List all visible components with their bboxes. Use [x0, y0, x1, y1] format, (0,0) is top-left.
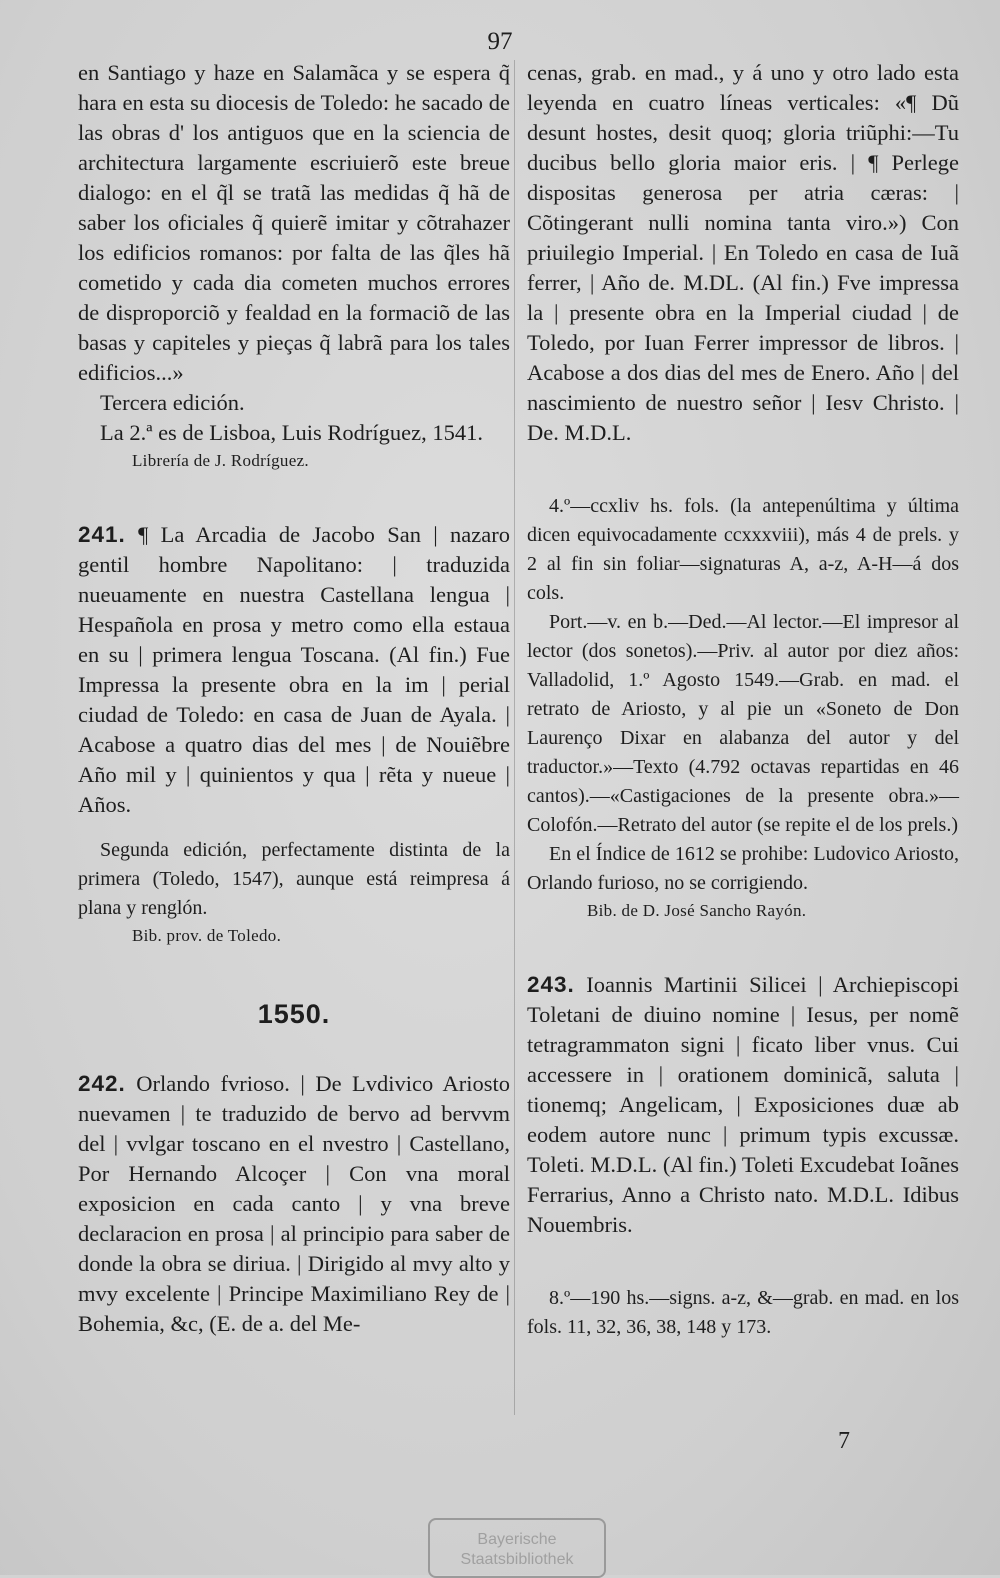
left-column	[78, 58, 510, 1339]
entry-text: Orlando fvrioso. | De Lvdivico Ariosto nuevamen | te traduzido de bervo ad bervvm del | vvlgar toscano en el nvestro | Castellano, Por Hernando Alcoçer | Con vna moral exposicion en cada canto | y vna breve declaracion en prosa | al principio para saber de donde la obra se diriua. | Dirigido al mvy alto y mvy excelente | Principe Maximiliano Rey de | Bohemia, &c, (E. de a. del Me-	[78, 1071, 511, 1336]
entry-number: 241.	[78, 522, 126, 547]
library-source: Bib. de D. José Sancho Rayón.	[587, 901, 807, 920]
collation-note: 4.º—ccxliv hs. fols. (la antepenúltima y última dicen equivocadamente ccxxxviii), más 4 de prels. y 2 al fin sin foliar—signaturas A, a-z, A-H—á dos cols.	[527, 495, 959, 604]
library-source: Librería de J. Rodríguez.	[132, 451, 309, 470]
entry-number: 242.	[78, 1071, 126, 1096]
entry-number: 243.	[527, 972, 575, 997]
edition-note: Tercera edición.	[100, 390, 245, 415]
entry-text: Ioannis Martinii Silicei | Archiepiscopi Toletani de diuino nomine | Iesus, per nomẽ tetragrammaton signi | ficato liber vnus. Cui accessere in | orationem dominicã, saluta | tionemq; Angelicam, | Exposiciones duæ ab eodem autore nunc | primum typis excussæ. Toleti. M.D.L. (Al fin.) Toleti Excudebat Ioãnes Ferrarius, Anno a Christo nato. M.D.L. Idibus Nouembris.	[527, 972, 959, 1237]
year-heading: 1550.	[257, 999, 331, 1029]
folio-signature: 7	[838, 1428, 850, 1454]
entry-text: ¶ La Arcadia de Jacobo San | nazaro gentil hombre Napolitano: | traduzida nueuamente en nuestra Castellana lengua | Hespañola en prosa y metro como ella estaua en su | primera lengua Toscana. (Al fin.) Fue Impressa la presente obra en la im | perial ciudad de Toledo: en casa de Juan de Ayala. | Acabose a quatro dias del mes | de Nouiẽbre Año mil y | quinientos y qua | rẽta y nueue | Años.	[78, 522, 511, 817]
column-divider	[514, 60, 515, 1415]
index-note: En el Índice de 1612 se prohibe: Ludovico Ariosto, Orlando furioso, no se corrigiendo.	[527, 843, 959, 894]
entry-note: 8.º—190 hs.—signs. a-z, &—grab. en mad. en los fols. 11, 32, 36, 38, 148 y 173.	[527, 1287, 959, 1338]
stamp-line: Staatsbibliothek	[460, 1551, 574, 1568]
entry-243	[527, 970, 959, 1240]
entry-241	[78, 520, 510, 820]
library-source: Bib. prov. de Toledo.	[132, 926, 282, 945]
edition-detail: La 2.ª es de Lisboa, Luis Rodríguez, 1541.	[100, 420, 484, 445]
library-stamp	[428, 1518, 606, 1578]
entry-242	[78, 1069, 510, 1339]
continued-paragraph: en Santiago y haze en Salamãca y se espera q̃ hara en esta su diocesis de Toledo: he sacado de las obras d' los antiguos que en la sciencia de architectura largamente escriuierõ este breue dialogo: en el q̃l se tratã las medidas q̃ hã de saber los oficiales q̃ quierẽ imitar y cõtrahazer los edificios romanos: por falta de las q̃les hã cometido y cada dia cometen muchos errores de disproporciõ y fealdad en la formaciõ de las basas y capiteles y pieças q̃ labrã para los tales edificios...»	[78, 60, 510, 385]
stamp-line: Bayerische	[477, 1531, 557, 1548]
entry-note: Segunda edición, perfectamente distinta de la primera (Toledo, 1547), aunque está reimpresa á plana y renglón.	[78, 839, 510, 919]
continued-entry-text: cenas, grab. en mad., y á uno y otro lado esta leyenda en cuatro líneas verticales: «¶ Dũ desunt hostes, desit quoq; gloria triũphi:—Tu ducibus bello gloria maior eris. | ¶ Perlege dispositas generosa per atria cæras: | Cõtingerant nulli nomina tanta viro.») Con priuilegio Imperial. | En Toledo en casa de Iuã ferrer, | Año de. M.DL. (Al fin.) Fve impressa la | presente obra en la Imperial ciudad | de Toledo, por Iuan Ferrer impressor de libros. | Acabose a dos dias del mes de Enero. Año | del nascimiento de nuestro señor | Iesv Christo. | De. M.D.L.	[527, 60, 959, 445]
right-column	[527, 58, 959, 1342]
contents-note: Port.—v. en b.—Ded.—Al lector.—El impresor al lector (dos sonetos).—Priv. al autor por diez años: Valladolid, 1.º Agosto 1549.—Grab. en mad. el retrato de Ariosto, y al pie un «Soneto de Don Laurenço Dixar en alabanza del autor y del traductor.»—Texto (4.792 octavas repartidas en 46 cantos).—«Castigaciones de la presente obra.»—Colofón.—Retrato del autor (se repite el de los prels.)	[527, 611, 959, 836]
page-number: 97	[487, 28, 513, 55]
